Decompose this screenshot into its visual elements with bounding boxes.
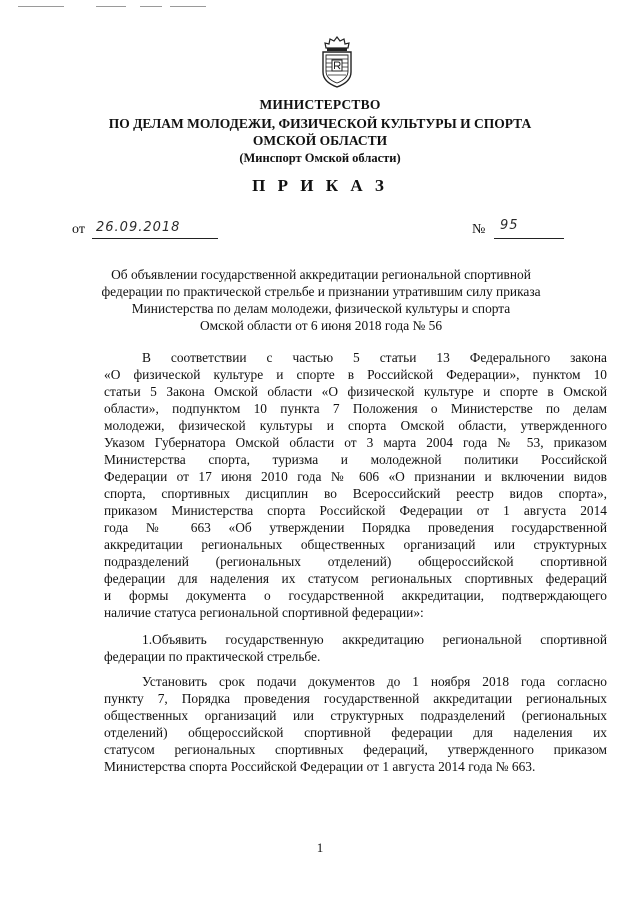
text-line: Министерства спорта, туризма и молодежной политики Российской	[104, 452, 607, 467]
ministry-name-line3: ОМСКОЙ ОБЛАСТИ	[252, 133, 388, 148]
date-prefix: от	[72, 222, 85, 237]
document-subject	[96, 266, 546, 334]
number-underline	[494, 238, 564, 239]
text-line: Федерации от 17 июня 2010 года № 606 «О признании и включении видов	[104, 469, 607, 484]
preamble-paragraph	[104, 349, 607, 621]
text-line: статьи 5 Закона Омской области «О физической культуре и спорте в Омской	[104, 384, 607, 399]
subject-line: федерации по практической стрельбе и признании утратившим силу приказа	[101, 284, 541, 299]
scan-artifact-line	[140, 6, 162, 7]
subject-line: Омской области от 6 июня 2018 года № 56	[199, 318, 443, 333]
handwritten-date: 26.09.2018	[96, 220, 181, 235]
text-line: и формы документа о государственной аккредитации, подтверждающего	[104, 588, 607, 603]
ministry-name-line1: МИНИСТЕРСТВО	[259, 97, 381, 112]
order-item-1	[104, 631, 607, 665]
subject-line: Министерства по делам молодежи, физической культуры и спорта	[131, 301, 511, 316]
deadline-paragraph	[104, 673, 607, 775]
text-line: подразделений (региональных отделений) общероссийской спортивной	[104, 554, 607, 569]
text-line: наличие статуса региональной спортивной федерации»:	[104, 605, 424, 620]
text-line: отделений) общероссийской спортивной федерации для наделения их	[104, 725, 607, 740]
subject-line: Об объявлении государственной аккредитации региональной спортивной	[111, 267, 531, 282]
handwritten-number: 95	[500, 218, 519, 233]
number-label: №	[472, 222, 486, 237]
date-underline	[92, 238, 218, 239]
text-line: общественных организаций или структурных подразделений (региональных	[104, 708, 607, 723]
text-line: статусом региональных спортивных федераций, утвержденного приказом	[104, 742, 607, 757]
text-line: федерации по практической стрельбе.	[104, 649, 321, 664]
coat-of-arms-icon	[320, 36, 354, 88]
text-line: спорта, спортивных дисциплин во Всероссийский реестр видов спорта»,	[104, 486, 607, 501]
text-line: «О физической культуре и спорте в Российской Федерации», пунктом 10	[104, 367, 607, 382]
scan-artifact-line	[96, 6, 126, 7]
text-line: В соответствии с частью 5 статьи 13 Федерального закона	[142, 350, 607, 365]
text-line: Указом Губернатора Омской области от 3 марта 2004 года № 53, приказом	[104, 435, 607, 450]
document-type-title: П Р И К А З	[252, 176, 388, 195]
text-line: молодежи, физической культуры и спорта Омской области, утвержденного	[104, 418, 607, 433]
text-line: Установить срок подачи документов до 1 ноября 2018 года согласно	[142, 674, 607, 689]
ministry-short-name: (Минспорт Омской области)	[239, 151, 401, 165]
page-number: 1	[316, 840, 324, 855]
text-line: области», подпунктом 10 пункта 7 Положения о Министерстве по делам	[104, 401, 607, 416]
text-line: федерации для наделения их статусом региональных спортивных федераций	[104, 571, 607, 586]
text-line: года № 663 «Об утверждении Порядка проведения государственной	[104, 520, 607, 535]
scan-artifact-line	[18, 6, 64, 7]
scan-artifact-line	[170, 6, 206, 7]
text-line: приказом Министерства спорта Российской Федерации от 1 августа 2014	[104, 503, 607, 518]
text-line: 1.Объявить государственную аккредитацию региональной спортивной	[142, 632, 607, 647]
text-line: пункту 7, Порядка проведения государственной аккредитации региональных	[104, 691, 607, 706]
ministry-name-line2: ПО ДЕЛАМ МОЛОДЕЖИ, ФИЗИЧЕСКОЙ КУЛЬТУРЫ И СПОРТА	[108, 116, 532, 131]
text-line: аккредитации региональных общественных организаций или структурных	[104, 537, 607, 552]
text-line: Министерства спорта Российской Федерации от 1 августа 2014 года № 663.	[104, 759, 536, 774]
